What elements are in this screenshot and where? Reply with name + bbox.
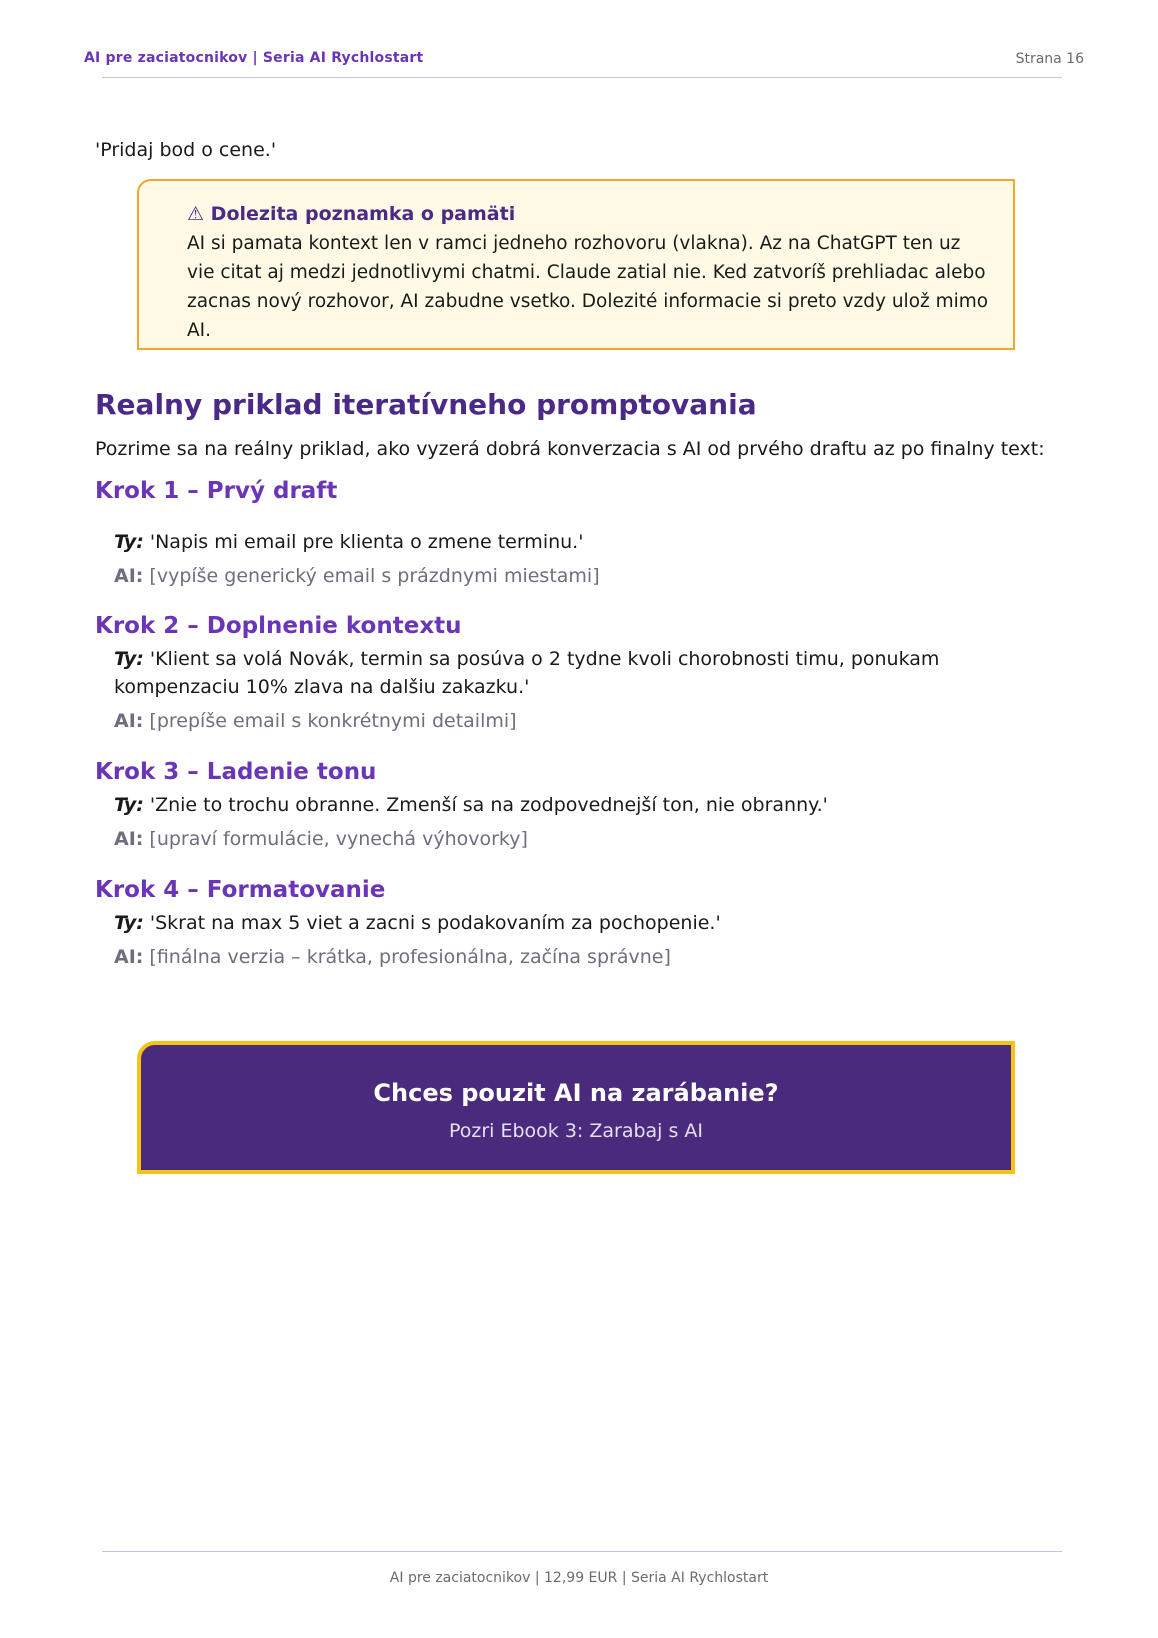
promo-subtitle: Pozri Ebook 3: Zarabaj s AI <box>448 1120 704 1142</box>
note-title-text: Dolezita poznamka o pamäti <box>210 203 516 225</box>
ai-response <box>114 825 1014 853</box>
user-label: Ty: <box>114 912 144 934</box>
section-heading: Realny priklad iteratívneho promptovania <box>95 388 757 421</box>
user-text: 'Skrat na max 5 viet a zacni s podakovaním za pochopenie.' <box>149 912 721 934</box>
user-label: Ty: <box>114 648 144 670</box>
user-label: Ty: <box>114 531 144 553</box>
ai-text: [finálna verzia – krátka, profesionálna, začína správne] <box>149 946 671 968</box>
step-2-title: Krok 2 – Doplnenie kontextu <box>95 613 462 639</box>
user-message <box>114 645 1014 701</box>
warning-icon: ⚠ <box>187 203 205 225</box>
user-label: Ty: <box>114 794 144 816</box>
user-message <box>114 791 1014 819</box>
note-title <box>187 201 993 227</box>
step-3-title: Krok 3 – Ladenie tonu <box>95 759 377 785</box>
step-2-exchange <box>114 645 1014 735</box>
step-1-exchange <box>114 528 1014 590</box>
step-3-exchange <box>114 791 1014 853</box>
ebook-promo-banner <box>137 1041 1015 1174</box>
user-message <box>114 909 1014 937</box>
header-divider <box>102 77 1062 78</box>
ai-response <box>114 562 1014 590</box>
ai-text: [vypíše generický email s prázdnymi miestami] <box>149 565 600 587</box>
page-footer: AI pre zaciatocnikov | 12,99 EUR | Seria AI Rychlostart <box>389 1570 769 1586</box>
lead-line: 'Pridaj bod o cene.' <box>95 139 277 161</box>
ai-label: AI: <box>114 828 144 850</box>
promo-title: Chces pouzit AI na zarábanie? <box>373 1079 779 1107</box>
note-body: AI si pamata kontext len v ramci jedneho rozhovoru (vlakna). Az na ChatGPT ten uz vie citat aj medzi jednotlivymi chatmi. Claude zatial nie. Ked zatvoríš prehliadac alebo zacnas nový rozhovor, AI zabudne vsetko. Dolezité informacie si preto vzdy ulož mimo AI. <box>187 233 989 341</box>
running-header-title: AI pre zaciatocnikov | Seria AI Rychlostart <box>84 50 424 66</box>
ai-response <box>114 707 1014 735</box>
ai-label: AI: <box>114 565 144 587</box>
page-number: Strana 16 <box>1015 51 1084 67</box>
memory-note-callout <box>137 179 1015 350</box>
step-4-exchange <box>114 909 1014 971</box>
user-message <box>114 528 1014 556</box>
user-text: 'Klient sa volá Novák, termin sa posúva o 2 tydne kvoli chorobnosti timu, ponukam kompenzaciu 10% zlava na dalšiu zakazku.' <box>114 648 940 698</box>
section-intro: Pozrime sa na reálny priklad, ako vyzerá dobrá konverzacia s AI od prvého draftu az po finalny text: <box>95 438 1045 460</box>
ai-label: AI: <box>114 710 144 732</box>
step-4-title: Krok 4 – Formatovanie <box>95 877 386 903</box>
ai-response <box>114 943 1014 971</box>
ai-text: [upraví formulácie, vynechá výhovorky] <box>149 828 528 850</box>
ai-text: [prepíše email s konkrétnymi detailmi] <box>149 710 517 732</box>
ai-label: AI: <box>114 946 144 968</box>
user-text: 'Znie to trochu obranne. Zmenší sa na zodpovednejší ton, nie obranny.' <box>149 794 828 816</box>
user-text: 'Napis mi email pre klienta o zmene terminu.' <box>149 531 584 553</box>
step-1-title: Krok 1 – Prvý draft <box>95 478 338 504</box>
footer-divider <box>102 1551 1062 1552</box>
